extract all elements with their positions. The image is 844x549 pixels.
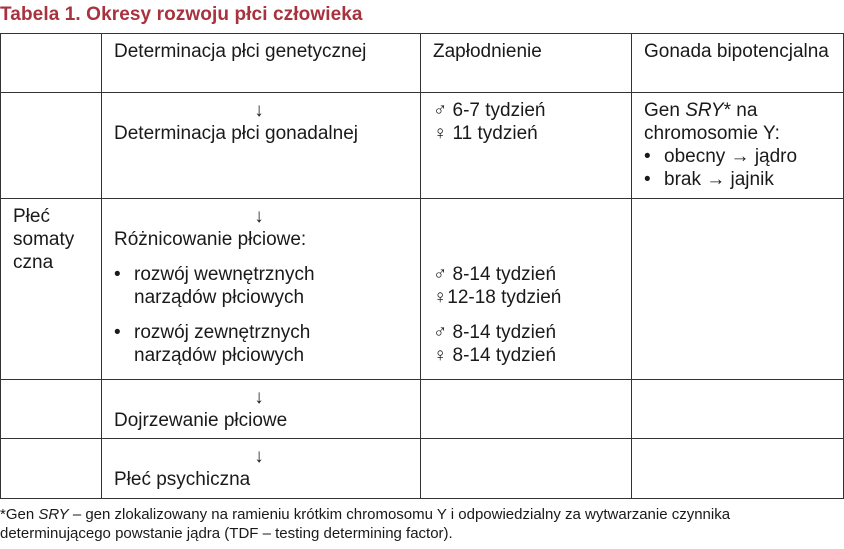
sub-label-line: narządów płciowych bbox=[134, 287, 305, 308]
stage-label: Płeć psychiczna bbox=[114, 469, 251, 490]
list-item bbox=[114, 321, 408, 367]
gene-note bbox=[644, 99, 831, 145]
list-item bbox=[114, 263, 408, 309]
gene-note-suffix: * na chromosomie Y: bbox=[644, 100, 780, 144]
table-cell bbox=[1, 93, 102, 199]
timing-female: ♀12-18 tydzień bbox=[433, 287, 562, 308]
timing-male: ♂ 6-7 tydzień bbox=[433, 100, 546, 121]
timing-male: ♂ 8-14 tydzień bbox=[433, 322, 557, 343]
list-item: • brak → jajnik bbox=[644, 168, 831, 191]
timing-female: ♀ 11 tydzień bbox=[433, 123, 538, 144]
table-cell bbox=[1, 439, 102, 499]
table-cell bbox=[102, 93, 421, 199]
stage-label: Dojrzewanie płciowe bbox=[114, 410, 288, 431]
timing-female: ♀ 8-14 tydzień bbox=[433, 345, 557, 366]
table-row bbox=[1, 34, 844, 93]
stage-label: Determinacja płci gonadalnej bbox=[114, 123, 358, 144]
table-cell bbox=[421, 199, 632, 380]
table-cell bbox=[1, 199, 102, 380]
table-cell bbox=[1, 34, 102, 93]
table-title: Tabela 1. Okresy rozwoju płci człowieka bbox=[0, 4, 363, 25]
down-arrow-icon: ↓ bbox=[254, 387, 264, 408]
sub-label-line: rozwój zewnętrznych bbox=[134, 322, 311, 343]
gene-note-prefix: Gen bbox=[644, 100, 686, 121]
footnote-prefix: *Gen bbox=[0, 506, 39, 523]
table-row bbox=[1, 380, 844, 439]
sub-label-line: rozwój wewnętrznych bbox=[134, 264, 315, 285]
table-cell bbox=[421, 93, 632, 199]
table-cell bbox=[421, 34, 632, 93]
down-arrow-icon: ↓ bbox=[254, 100, 264, 121]
footnote bbox=[0, 505, 844, 543]
footnote-text: – gen zlokalizowany na ramieniu krótkim chromosomu Y i odpowiedzialny za wytwarzanie czynnika determinującego powstanie jądra (TDF – testing determining factor). bbox=[0, 506, 731, 542]
stage-label: Determinacja płci genetycznej bbox=[114, 41, 367, 62]
table-cell bbox=[102, 380, 421, 439]
table-cell bbox=[421, 439, 632, 499]
down-arrow-icon: ↓ bbox=[254, 206, 264, 227]
timing-male: ♂ 8-14 tydzień bbox=[433, 264, 557, 285]
footnote-gene: SRY bbox=[38, 506, 69, 523]
table-cell bbox=[421, 380, 632, 439]
category-label: Płeć somaty czna bbox=[13, 206, 75, 273]
table-row bbox=[1, 439, 844, 499]
table-cell bbox=[632, 439, 844, 499]
table-cell bbox=[1, 380, 102, 439]
table-cell bbox=[102, 199, 421, 380]
list-item: • obecny → jądro bbox=[644, 145, 831, 168]
table-cell bbox=[632, 199, 844, 380]
table-cell bbox=[102, 439, 421, 499]
table-cell bbox=[632, 380, 844, 439]
table-cell bbox=[102, 34, 421, 93]
note-label: Gonada bipotencjalna bbox=[644, 41, 829, 62]
table-cell bbox=[632, 34, 844, 93]
down-arrow-icon: ↓ bbox=[254, 446, 264, 467]
sex-development-table bbox=[0, 33, 843, 500]
table-cell bbox=[632, 93, 844, 199]
sub-label-line: narządów płciowych bbox=[134, 345, 305, 366]
timing-label: Zapłodnienie bbox=[433, 41, 542, 62]
table-row bbox=[1, 93, 844, 199]
gene-name: SRY bbox=[685, 100, 724, 121]
stage-label: Różnicowanie płciowe: bbox=[114, 229, 307, 250]
table-row bbox=[1, 199, 844, 380]
